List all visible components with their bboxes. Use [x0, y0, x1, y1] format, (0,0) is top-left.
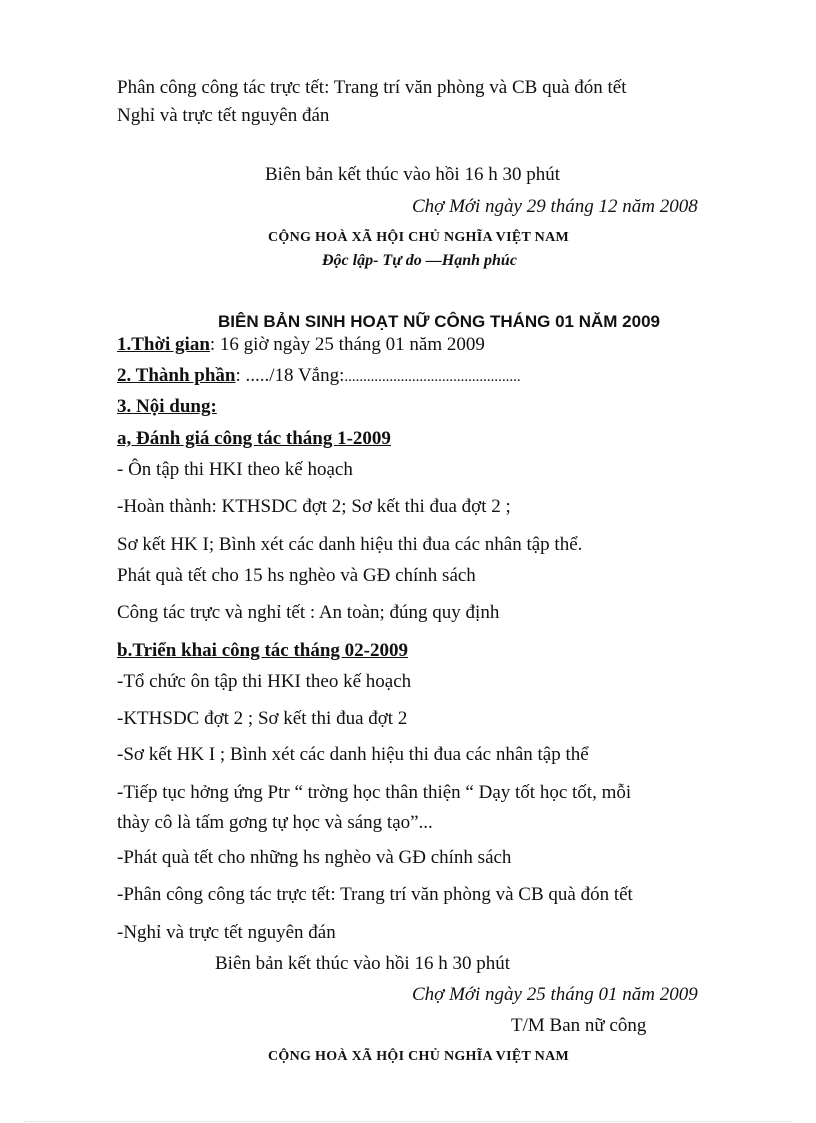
document-title: BIÊN BẢN SINH HOẠT NỮ CÔNG THÁNG 01 NĂM 2009 [218, 312, 660, 331]
section-b-item: thày cô là tấm gơng tự học và sáng tạo”... [117, 812, 433, 833]
section-b-item: -Phát quà tết cho những hs nghèo và GĐ chính sách [117, 847, 512, 868]
section-a-item: Sơ kết HK I; Bình xét các danh hiệu thi đua các nhân tập thể. [117, 534, 583, 555]
motto: Độc lập- Tự do —Hạnh phúc [322, 252, 517, 269]
section-b-heading: b.Triển khai công tác tháng 02-2009 [117, 640, 409, 661]
page-edge-divider [24, 1121, 792, 1122]
members-line [117, 364, 521, 389]
nation-header-footer: CỘNG HOÀ XÃ HỘI CHỦ NGHĨA VIỆT NAM [268, 1049, 569, 1064]
section-a-heading: a, Đánh giá công tác tháng 1-2009 [117, 428, 391, 449]
prev-closing: Biên bản kết thúc vào hồi 16 h 30 phút [265, 164, 560, 185]
closing-statement: Biên bản kết thúc vào hồi 16 h 30 phút [215, 953, 510, 974]
section-b-item: -KTHSDC đợt 2 ; Sơ kết thi đua đợt 2 [117, 708, 408, 729]
section-a-item: Công tác trực và nghỉ tết : An toàn; đúng quy định [117, 602, 500, 623]
prev-place-date: Chợ Mới ngày 29 tháng 12 năm 2008 [412, 196, 698, 217]
section-a-item: Phát quà tết cho 15 hs nghèo và GĐ chính sách [117, 565, 476, 586]
section-a-item: - Ôn tập thi HKI theo kế hoạch [117, 459, 353, 480]
section-b-item: -Nghỉ và trực tết nguyên đán [117, 922, 336, 943]
signer: T/M Ban nữ công [511, 1015, 647, 1036]
section-b-item: -Phân công công tác trực tết: Trang trí văn phòng và CB quà đón tết [117, 884, 633, 905]
time-line [117, 333, 485, 357]
nation-header: CỘNG HOÀ XÃ HỘI CHỦ NGHĨA VIỆT NAM [268, 230, 569, 245]
section-b-item: -Sơ kết HK I ; Bình xét các danh hiệu thi đua các nhân tập thể [117, 744, 589, 765]
time-label: 1.Thời gian [117, 334, 210, 355]
members-dots: ............................................... [344, 369, 521, 385]
section-a-item: -Hoàn thành: KTHSDC đợt 2; Sơ kết thi đua đợt 2 ; [117, 496, 511, 517]
section-b-item: -Tiếp tục hởng ứng Ptr “ trờng học thân thiện “ Dạy tốt học tốt, mỗi [117, 782, 632, 803]
section-b-item: -Tổ chức ôn tập thi HKI theo kế hoạch [117, 671, 412, 692]
members-value: : ...../18 Vắng: [235, 365, 345, 386]
prev-duty-assignment: Phân công công tác trực tết: Trang trí văn phòng và CB quà đón tết [117, 77, 627, 98]
prev-holiday: Nghỉ và trực tết nguyên đán [117, 105, 330, 126]
members-label: 2. Thành phần [117, 365, 236, 386]
time-value: : 16 giờ ngày 25 tháng 01 năm 2009 [209, 334, 485, 355]
content-label: 3. Nội dung: [117, 396, 217, 417]
place-date: Chợ Mới ngày 25 tháng 01 năm 2009 [412, 984, 698, 1005]
